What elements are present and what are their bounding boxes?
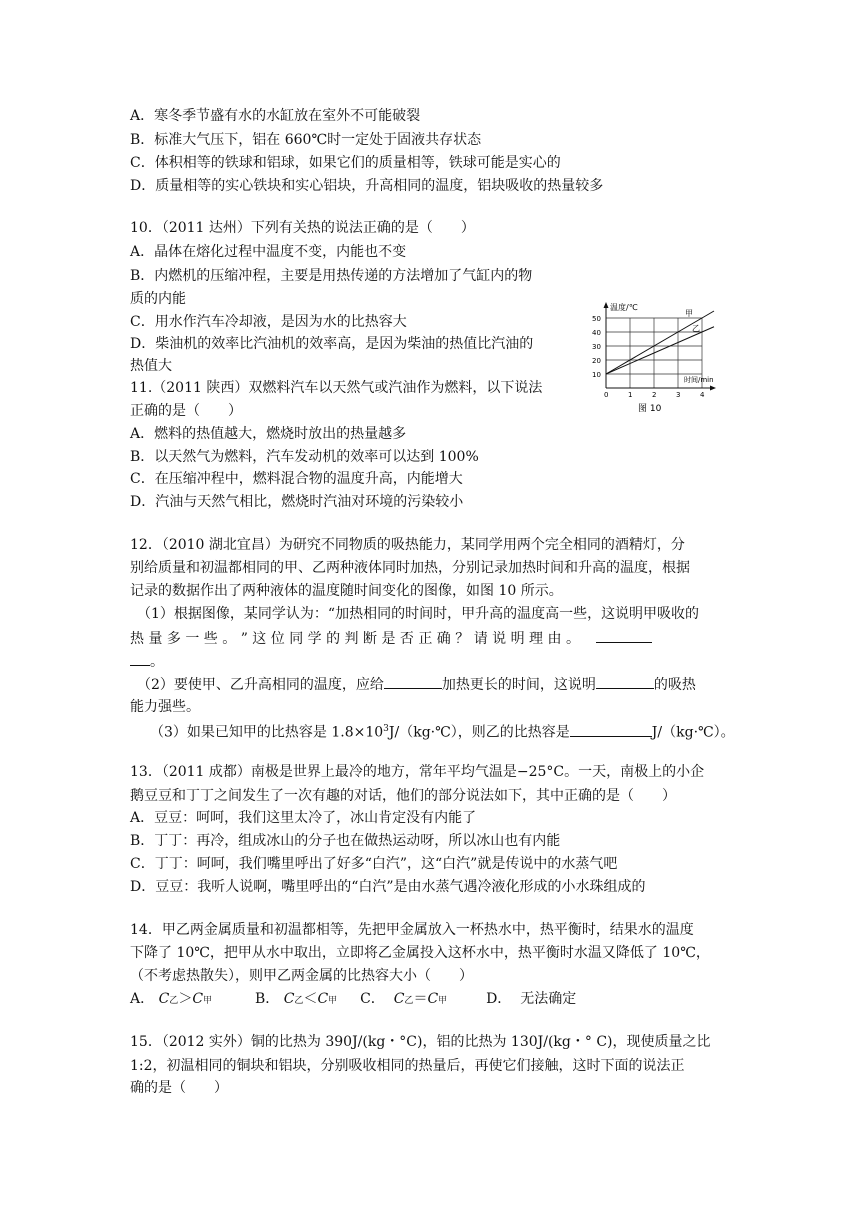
q10-option-b-line1: B．内燃机的压缩冲程，主要是用热传递的方法增加了气缸内的物 [130, 268, 533, 284]
q11-option-a: A．燃料的热值越大，燃烧时放出的热量越多 [130, 426, 407, 442]
q12-part1-line1: （1）根据图像，某同学认为：“加热相同的时间时，甲升高的温度高一些，这说明甲吸收的 [137, 606, 700, 622]
y-tick-label: 40 [592, 329, 601, 337]
series-line-yi [606, 327, 714, 374]
q14-line1: 14．甲乙两金属质量和初温都相等，先把甲金属放入一杯热水中，热平衡时，结果水的温度 [130, 922, 694, 938]
q14-option-a: A． C乙＞C甲 [130, 991, 213, 1007]
x-tick-label: 2 [652, 391, 657, 399]
series-label-yi: 乙 [692, 324, 700, 333]
q14-line2: 下降了 10℃，把甲从水中取出，立即将乙金属投入这杯水中，热平衡时水温又降低了 10℃， [130, 945, 710, 961]
q9-option-b: B．标准大气压下，铝在 660℃时一定处于固液共存状态 [130, 132, 482, 148]
q13-line1: 13．（2011 成都）南极是世界上最冷的地方，常年平均气温是−25°C。一天，南极上的小企 [130, 764, 705, 780]
x-tick-label: 4 [700, 391, 705, 399]
q11-option-c: C．在压缩冲程中，燃料混合物的温度升高，内能增大 [130, 471, 463, 487]
x-tick-label: 3 [676, 391, 681, 399]
q12-part3-text-1: （3）如果已知甲的比热容是 1.8×10 [150, 724, 384, 741]
q13-option-d: D．豆豆：我听人说啊，嘴里呼出的“白汽”是由水蒸气遇冷液化形成的小水珠组成的 [130, 879, 646, 895]
q12-line3: 记录的数据作出了两种液体的温度随时间变化的图像，如图 10 所示。 [130, 583, 563, 599]
q9-option-a: A．寒冬季节盛有水的水缸放在室外不可能破裂 [130, 108, 421, 124]
y-tick-label: 20 [592, 357, 601, 365]
q12-part1-text: 热 量 多 一 些 。 ” 这 位 同 学 的 判 断 是 否 正 确 ？ 请 说 明 理 由 。 [130, 631, 580, 647]
q10-option-b-line2: 质的内能 [130, 291, 186, 307]
x-axis-arrow [710, 386, 716, 391]
y-tick-label: 50 [592, 315, 601, 323]
q12-line2: 别给质量和初温都相同的甲、乙两种液体同时加热，分别记录加热时间和升高的温度，根据 [130, 560, 690, 576]
y-axis-arrow [604, 302, 609, 308]
q12-part3-text-2: J/（kg·℃），则乙的比热容是 [388, 724, 570, 741]
q12-answer-blank-4[interactable] [570, 722, 652, 737]
q11-option-d: D．汽油与天然气相比，燃烧时汽油对环境的污染较小 [130, 494, 464, 510]
figure-caption: 图 10 [638, 404, 662, 414]
series-line-jia [606, 311, 714, 374]
q12-part1-end: 。 [150, 654, 164, 670]
q12-part2-text-1: （2）要使甲、乙升高相同的温度，应给 [137, 677, 384, 693]
q12-part2-text-2: 加热更长的时间，这说明 [441, 677, 596, 693]
q12-answer-blank-2[interactable] [384, 674, 442, 689]
q10-option-c: C．用水作汽车冷却液，是因为水的比热容大 [130, 314, 407, 330]
x-tick-label: 0 [604, 391, 609, 399]
q14-line3: （不考虑热散失），则甲乙两金属的比热容大小（ ） [130, 968, 473, 984]
figure-10-chart [588, 298, 718, 420]
q12-answer-blank-3[interactable] [596, 674, 654, 689]
q15-line1: 15．（2012 实外）铜的比热为 390J/(kg・°C)，铝的比热为 130J/(kg・° C)，现使质量之比 [130, 1034, 711, 1050]
q12-line1: 12．（2010 湖北宜昌）为研究不同物质的吸热能力，某同学用两个完全相同的酒精灯，分 [130, 537, 685, 553]
q12-part1-line2 [130, 628, 652, 649]
q15-line3: 确的是（ ） [130, 1080, 228, 1096]
q15-line2: 1:2，初温相同的铜块和铝块，分别吸收相同的热量后，再使它们接触，这时下面的说法正 [130, 1058, 685, 1074]
q10-stem: 10．（2011 达州）下列有关热的说法正确的是（ ） [130, 220, 475, 236]
q12-answer-blank-1[interactable] [596, 628, 652, 643]
q12-part2-text-3: 的吸热 [653, 677, 696, 693]
series-label-jia: 甲 [685, 309, 693, 318]
q13-line2: 鹅豆豆和丁丁之间发生了一次有趣的对话，他们的部分说法如下，其中正确的是（ ） [130, 788, 676, 804]
q14-option-d: D． 无法确定 [486, 991, 577, 1007]
q12-part1-line3 [130, 651, 164, 672]
q13-option-a: A．豆豆：呵呵，我们这里太冷了，冰山肯定没有内能了 [130, 810, 477, 826]
q14-option-b: B． C乙＜C甲 [254, 991, 338, 1007]
q13-option-b: B．丁丁：再冷，组成冰山的分子也在做热运动呀，所以冰山也有内能 [130, 833, 561, 849]
q14-option-c: C． C乙＝C甲 [360, 991, 448, 1007]
q12-part3-text-3: J/（kg·℃）。 [651, 724, 735, 741]
x-tick-label: 1 [628, 391, 633, 399]
q12-part2-line2: 能力强些。 [130, 699, 200, 715]
q11-stem-line2: 正确的是（ ） [130, 403, 242, 419]
q12-part3-exponent: 3 [383, 724, 389, 734]
x-axis-label: 时间/min [684, 376, 714, 384]
q11-stem-line1: 11.（2011 陕西）双燃料汽车以天然气或汽油作为燃料，以下说法 [130, 380, 543, 396]
q9-option-c: C．体积相等的铁球和铝球，如果它们的质量相等，铁球可能是实心的 [130, 155, 561, 171]
q10-option-a: A．晶体在熔化过程中温度不变，内能也不变 [130, 244, 407, 260]
q13-option-c: C．丁丁：呵呵，我们嘴里呼出了好多“白汽”，这“白汽”就是传说中的水蒸气吧 [130, 856, 618, 872]
q10-option-d-line2: 热值大 [130, 358, 172, 374]
q12-part3 [150, 719, 735, 743]
q14-options [130, 989, 576, 1011]
y-tick-label: 30 [592, 343, 601, 351]
q12-answer-blank-1-cont[interactable] [130, 651, 150, 666]
q12-part2-line1 [137, 674, 696, 695]
q11-option-b: B．以天然气为燃料，汽车发动机的效率可以达到 100% [130, 449, 479, 465]
q9-option-d: D．质量相等的实心铁块和实心铝块，升高相同的温度，铝块吸收的热量较多 [130, 178, 604, 194]
q10-option-d-line1: D．柴油机的效率比汽油机的效率高，是因为柴油的热值比汽油的 [130, 336, 534, 352]
y-tick-label: 10 [592, 371, 601, 379]
y-axis-label: 温度/℃ [610, 303, 638, 312]
